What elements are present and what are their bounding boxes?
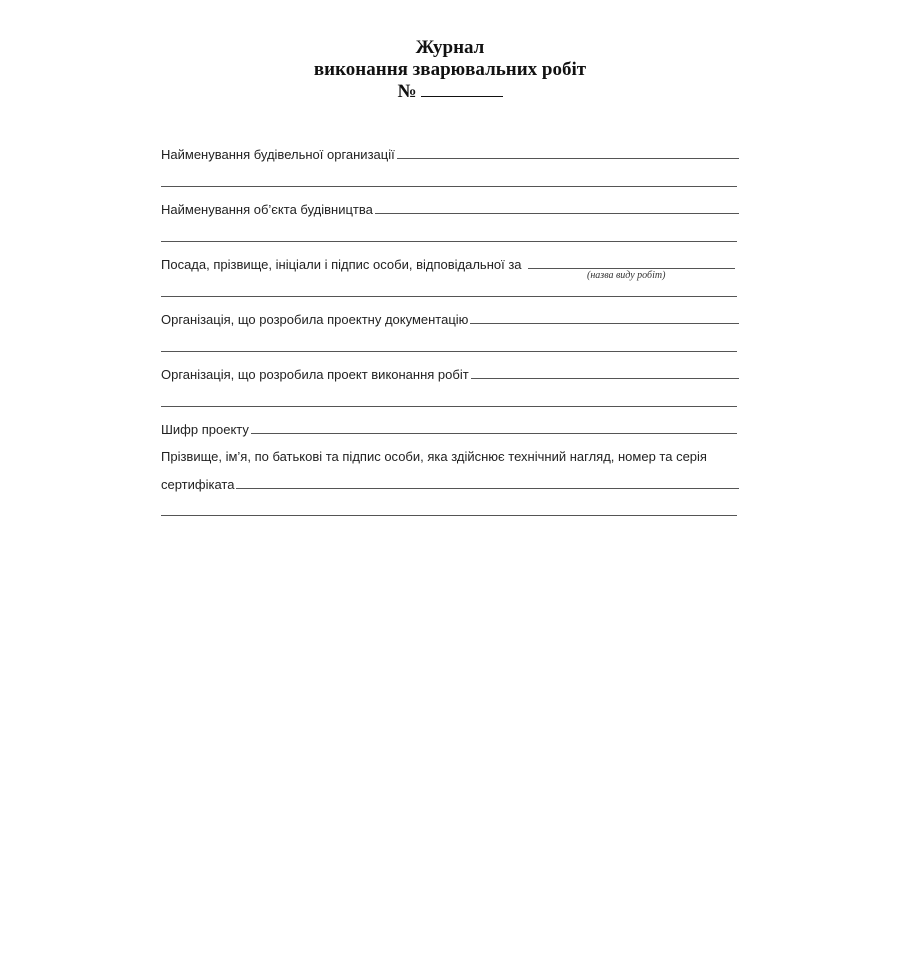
number-sign: №: [397, 81, 417, 102]
work-type-field[interactable]: [528, 268, 735, 269]
construction-org-line-2[interactable]: [161, 186, 737, 187]
construction-org-field[interactable]: [397, 158, 739, 159]
journal-number: [0, 80, 900, 104]
construction-object-field[interactable]: [375, 213, 739, 214]
certificate-label: сертифіката: [161, 477, 235, 492]
number-field[interactable]: [421, 80, 503, 97]
project-code-row: [161, 417, 737, 437]
construction-object-row: [161, 197, 739, 217]
works-project-org-line-2[interactable]: [161, 406, 737, 407]
construction-org-row: [161, 142, 739, 162]
title-line-2: виконання зварювальних робіт: [313, 59, 587, 80]
responsible-person-label: Посада, прізвище, ініціали і підпис особи, відповідальної за: [161, 257, 522, 272]
construction-object-label: Найменування об’єкта будівництва: [161, 202, 373, 217]
design-org-label: Організація, що розробила проектну документацію: [161, 312, 469, 327]
responsible-person-line-2[interactable]: [161, 296, 737, 297]
certificate-line-2[interactable]: [161, 515, 737, 516]
construction-object-line-2[interactable]: [161, 241, 737, 242]
supervisor-label: Прізвище, ім’я, по батькові та підпис особи, яка здійснює технічний нагляд, номер та серія: [161, 449, 707, 464]
certificate-row: [161, 472, 739, 492]
responsible-person-row: [161, 252, 739, 272]
work-type-hint: (назва виду робіт): [587, 270, 666, 281]
project-code-label: Шифр проекту: [161, 422, 249, 437]
project-code-field[interactable]: [251, 433, 737, 434]
certificate-field[interactable]: [236, 488, 739, 489]
title-line-1: Журнал: [415, 37, 485, 58]
design-org-line-2[interactable]: [161, 351, 737, 352]
works-project-org-label: Організація, що розробила проект виконання робіт: [161, 367, 469, 382]
design-org-row: [161, 307, 739, 327]
design-org-field[interactable]: [470, 323, 739, 324]
works-project-org-field[interactable]: [471, 378, 739, 379]
construction-org-label: Найменування будівельної организації: [161, 147, 395, 162]
works-project-org-row: [161, 362, 739, 382]
